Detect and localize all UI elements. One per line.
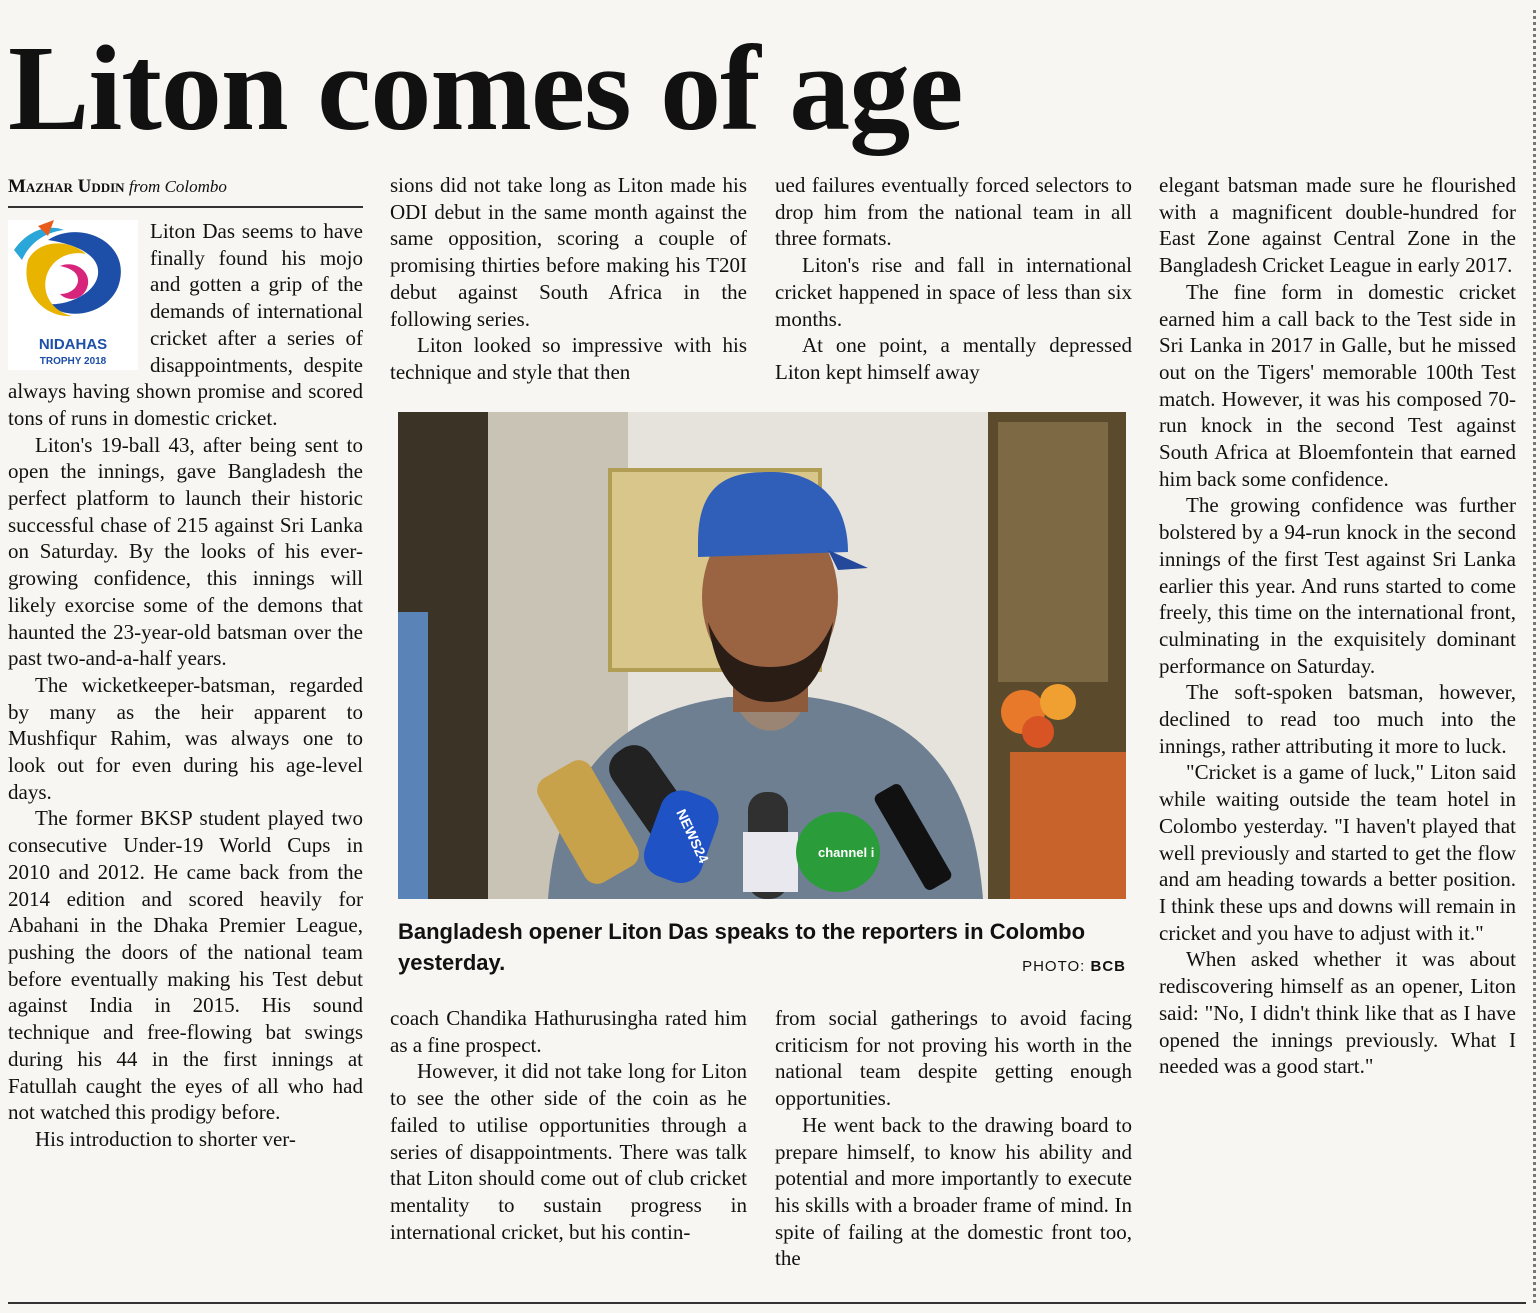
paragraph: His introduction to shorter ver- (35, 1126, 296, 1151)
paragraph: Liton Das seems to have finally found his mojo and gotten a grip of the demands of international cricket after a series of disappointments, despite always having shown promise and scored tons of runs in domestic cricket. (8, 219, 363, 430)
paragraph: ued failures eventually forced selectors to drop him from the national team in all three formats. (775, 173, 1132, 251)
article-column-2-bottom (390, 1005, 747, 1245)
paragraph: The fine form in domestic cricket earned him a call back to the Test side in Sri Lanka in 2017 in Galle, but he missed out on the Tigers' memorable 100th Test match. However, it was his composed 70-run knock in the second Test against South Africa at Bloemfontein that earned him back some confidence. (1159, 279, 1516, 491)
photo-illustration (398, 412, 1126, 899)
paragraph: However, it did not take long for Liton to see the other side of the coin as he failed to utilise opportunities through a series of disappointments. There was talk that Liton should come out of club cricket mentality to sustain progress in international cricket, but his contin- (390, 1059, 747, 1244)
trophy-swirl-icon (8, 220, 138, 332)
mic-label: channel i (818, 845, 875, 860)
logo-subtitle: TROPHY 2018 (39, 356, 107, 367)
paragraph: coach Chandika Hathurusingha rated him as a fine prospect. (390, 1006, 747, 1057)
paragraph: Liton's rise and fall in international cricket happened in space of less than six months. (775, 253, 1132, 331)
paragraph: Liton looked so impressive with his technique and style that then (390, 333, 747, 384)
paragraph: He went back to the drawing board to prepare himself, to know his ability and potential and more importantly to execute his skills with a broader frame of mind. In spite of failing at the domestic front too, the (775, 1112, 1132, 1271)
article-column-2-top (390, 172, 747, 386)
page-edge-perforation (1533, 10, 1536, 1303)
mic-label: NEWS24 (673, 806, 713, 866)
byline-location: from Colombo (128, 177, 227, 196)
paragraph: The soft-spoken batsman, however, declined to read too much into the innings, rather attributing it more to luck. (1159, 680, 1516, 758)
paragraph: sions did not take long as Liton made his ODI debut in the same month against the same opposition, scoring a couple of promising thirties before making his T20I debut against South Africa in the following series. (390, 173, 747, 331)
byline-author: Mazhar Uddin (8, 176, 125, 197)
article-column-3-bottom (775, 1005, 1132, 1272)
article-column-1 (8, 218, 363, 1153)
photo-caption: Bangladesh opener Liton Das speaks to the reporters in Colombo yesterday. (398, 919, 1086, 975)
paragraph: The growing confidence was further bolstered by a 94-run knock in the second innings of the first Test against Sri Lanka earlier this year. And runs started to come freely, this time on the international front, culminating in the exquisitely dominant performance on Saturday. (1159, 493, 1516, 678)
headline: Liton comes of age (8, 21, 963, 156)
byline (8, 176, 363, 208)
paragraph: "Cricket is a game of luck," Liton said while waiting outside the team hotel in Colombo yesterday. "I haven't played that well previously and started to get the flow and am heading towards a better position. I think these ups and downs will remain in cricket and you have to adjust with it." (1159, 760, 1516, 945)
paragraph: At one point, a mentally depressed Liton kept himself away (775, 333, 1132, 384)
article-column-3-top (775, 172, 1132, 386)
photo-credit-source: BCB (1090, 958, 1126, 975)
paragraph: The former BKSP student played two consecutive Under-19 World Cups in 2010 and 2012. He came back from the 2014 edition and scored heavily for Abahani in the Dhaka Premier League, pushing the doors of the national team before eventually making his Test debut against India in 2015. His sound technique and free-flowing bat swings during his 44 in the first innings at Fatullah caught the eyes of all who had not watched this prodigy before. (8, 806, 363, 1125)
paragraph: elegant batsman made sure he flourished with a magnificent double-hundred for East Zone against Central Zone in the Bangladesh Cricket League in early 2017. (1159, 173, 1516, 278)
nidahas-trophy-logo (8, 220, 138, 370)
paragraph: from social gatherings to avoid facing criticism for not proving his worth in the national team despite getting enough opportunities. (775, 1006, 1132, 1111)
photo-credit (1022, 958, 1126, 975)
press-photo (398, 412, 1126, 899)
bottom-rule (8, 1302, 1526, 1304)
paragraph: Liton's 19-ball 43, after being sent to open the innings, gave Bangladesh the perfect platform to launch their historic successful chase of 215 against Sri Lanka on Saturday. By the looks of his ever-growing confidence, this innings will likely exorcise some of the demons that haunted the 23-year-old batsman over the past two-and-a-half years. (8, 432, 363, 671)
photo-credit-label: PHOTO: (1022, 958, 1086, 975)
article-column-4 (1159, 172, 1516, 1080)
logo-title: NIDAHAS (38, 336, 108, 353)
paragraph: The wicketkeeper-batsman, regarded by many as the heir apparent to Mushfiqur Rahim, was always one to look out for even during his age-level days. (8, 672, 363, 804)
paragraph: When asked whether it was about rediscovering himself as an opener, Liton said: "No, I didn't think like that as I have opened the innings previously. What I needed was a good start." (1159, 947, 1516, 1079)
